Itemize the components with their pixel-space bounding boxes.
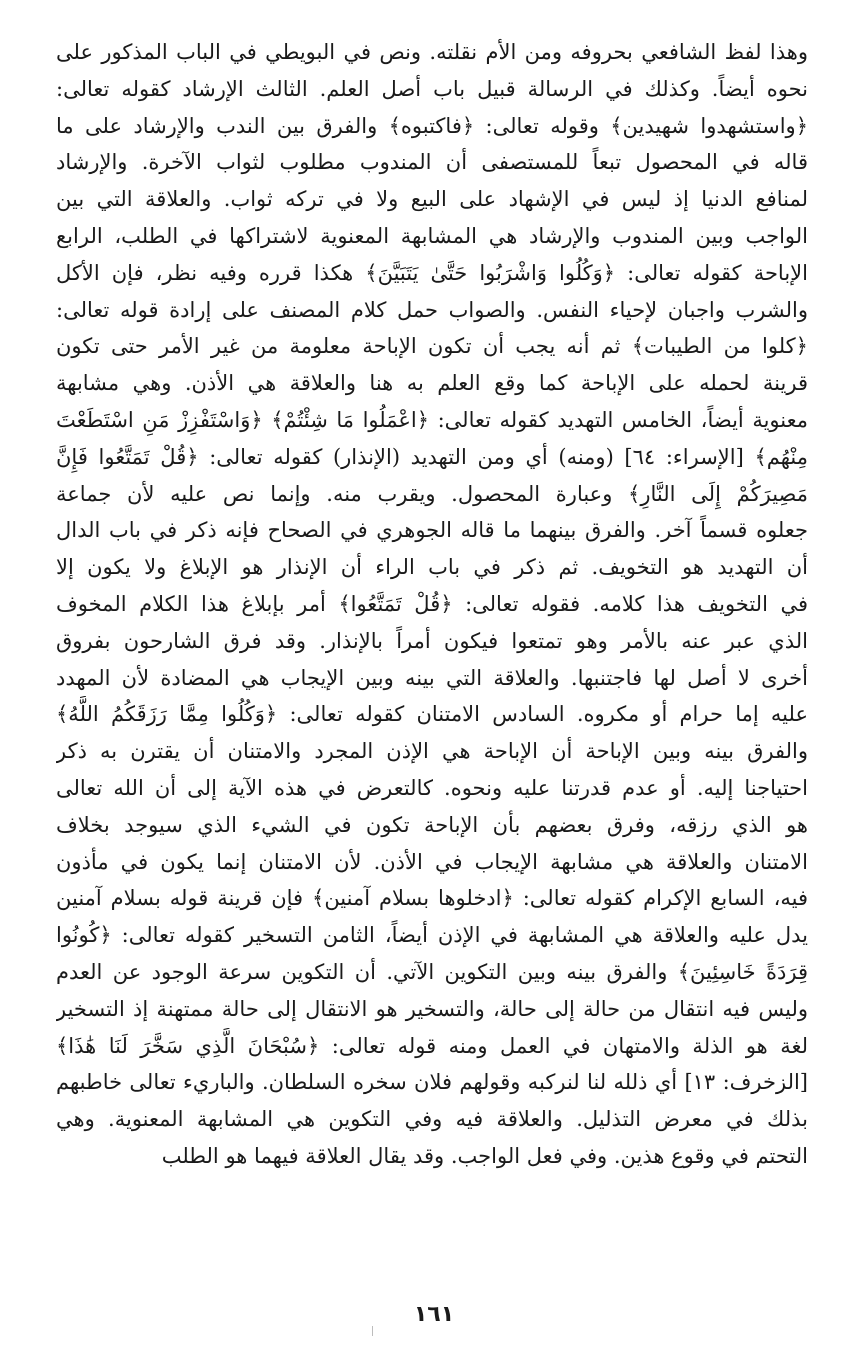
text-line: والشرب واجبان لإحياء النفس. والصواب حمل كلام المصنف على إرادة قوله تعالى: xyxy=(56,297,808,322)
text-line: قرينة لحمله على الإباحة كما وقع العلم به هنا والعلاقة هي الأذن. وهي مشابهة xyxy=(56,371,808,396)
text-line: يدل عليه والعلاقة هي المشابهة في الإذن أيضاً، الثامن التسخير كقوله تعالى: ﴿كُونُوا xyxy=(56,923,808,948)
text-line: قِرَدَةً خَاسِئِينَ﴾ والفرق بينه وبين التكوين الآتي. أن التكوين سرعة الوجود عن العدم xyxy=(56,959,808,984)
text-line: مِنْهُم﴾ [الإسراء: ٦٤] (ومنه) أي ومن التهديد (الإنذار) كقوله تعالى: ﴿قُلْ تَمَتَّعُوا فَإِنَّ xyxy=(56,444,808,469)
text-line: بذلك في معرض التذليل. والعلاقة فيه وفي التكوين هي المشابهة المعنوية. وهي xyxy=(56,1107,808,1132)
scan-mark xyxy=(372,1326,373,1336)
text-line: وليس فيه انتقال من حالة إلى حالة، والتسخير هو الانتقال إلى حالة ممتهنة إذ التسخير xyxy=(56,996,808,1021)
text-line: في التخويف هذا كلامه. فقوله تعالى: ﴿قُلْ تَمَتَّعُوا﴾ أمر بإبلاغ هذا الكلام المخوف xyxy=(56,591,808,616)
text-line: أن التهديد هو التخويف. ثم ذكر في باب الراء أن الإنذار هو الإبلاغ ولا يكون إلا xyxy=(56,555,808,580)
text-line: والفرق بينه وبين الإباحة أن الإباحة هي الإذن المجرد والامتنان أن يقترن به ذكر xyxy=(56,739,808,764)
text-line: الذي عبر عنه بالأمر وهو تمتعوا فيكون أمراً بالإنذار. وقد فرق الشارحون بفروق xyxy=(56,628,808,653)
text-line: [الزخرف: ١٣] أي ذلله لنا لنركبه وقولهم فلان سخره السلطان. والباريء تعالى خاطبهم xyxy=(56,1070,808,1095)
text-line: لمنافع الدنيا إذ ليس في الإشهاد على البيع ولا في تركه ثواب. والعلاقة التي بين xyxy=(56,187,808,212)
body-text xyxy=(56,34,808,1175)
text-line: فيه، السابع الإكرام كقوله تعالى: ﴿ادخلوها بسلام آمنين﴾ فإن قرينة قوله بسلام آمنين xyxy=(56,886,808,911)
text-line: نحوه أيضاً. وكذلك في الرسالة قبيل باب أصل العلم. الثالث الإرشاد كقوله تعالى: xyxy=(56,76,808,101)
text-line: التحتم في وقوع هذين. وفي فعل الواجب. وقد يقال العلاقة فيهما هو الطلب xyxy=(161,1143,808,1168)
text-line: أخرى لا أصل لها فاجتنبها. والعلاقة التي بينه وبين الإيجاب هي المضادة لأن المهدد xyxy=(56,665,808,690)
text-line: جعلوه قسماً آخر. والفرق بينهما ما قاله الجوهري في الصحاح فإنه ذكر في باب الدال xyxy=(56,518,808,543)
text-line: الواجب وبين المندوب والإرشاد هي المشابهة المعنوية لاشتراكها في الطلب، الرابع xyxy=(56,223,808,248)
text-line: وهذا لفظ الشافعي بحروفه ومن الأم نقلته. ونص في البويطي في الباب المذكور على xyxy=(56,40,808,64)
text-line: لغة هو الذلة والامتهان في العمل ومنه قوله تعالى: ﴿سُبْحَانَ الَّذِي سَخَّرَ لَنَا هَٰذَا﴾ xyxy=(56,1033,808,1058)
text-line: ﴿واستشهدوا شهيدين﴾ وقوله تعالى: ﴿فاكتبوه﴾ والفرق بين الندب والإرشاد على ما xyxy=(56,113,808,138)
text-line: ﴿كلوا من الطيبات﴾ ثم أنه يجب أن تكون الإباحة معلومة من غير الأمر حتى تكون xyxy=(56,334,808,359)
text-line: احتياجنا إليه. أو عدم قدرتنا عليه ونحوه. كالتعرض في هذه الآية إلى أن الله تعالى xyxy=(56,775,808,800)
text-line: مَصِيرَكُمْ إِلَى النَّارِ﴾ وعبارة المحصول. ويقرب منه. وإنما نص عليه لأن جماعة xyxy=(56,481,808,506)
text-line: الامتنان والعلاقة هي مشابهة الإيجاب في الأذن. لأن الامتنان إنما يكون في مأذون xyxy=(56,849,808,874)
page-number: ١٦١ xyxy=(413,1302,455,1327)
text-line: هو الذي رزقه، وفرق بعضهم بأن الإباحة تكون في الشيء الذي سيوجد بخلاف xyxy=(56,812,808,837)
text-line: معنوية أيضاً، الخامس التهديد كقوله تعالى: ﴿اعْمَلُوا مَا شِئْتُمْ﴾ ﴿وَاسْتَفْزِزْ مَنِ اسْتَطَعْتَ xyxy=(56,407,808,432)
text-line: عليه إما حرام أو مكروه. السادس الامتنان كقوله تعالى: ﴿وَكُلُوا مِمَّا رَزَقَكُمُ اللَّهُ﴾ xyxy=(56,702,808,727)
text-line: الإباحة كقوله تعالى: ﴿وَكُلُوا وَاشْرَبُوا حَتَّىٰ يَتَبَيَّنَ﴾ هكذا قرره وفيه نظر، فإن الأكل xyxy=(56,260,808,285)
text-line: قاله في المحصول تبعاً للمستصفى أن المندوب مطلوب لثواب الآخرة. والإرشاد xyxy=(56,150,808,175)
